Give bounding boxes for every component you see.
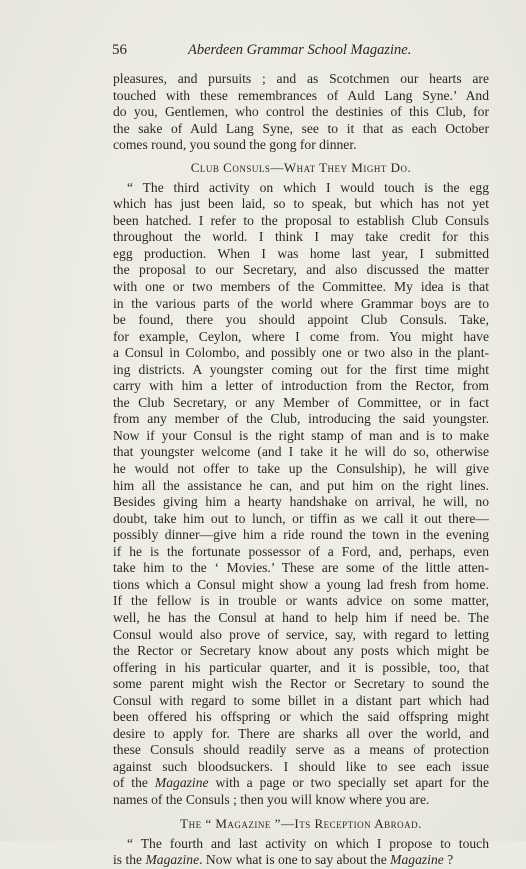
text-run: of the [113, 775, 155, 791]
text-line: been offered his offspring or which the said offspring might [113, 709, 489, 725]
text-line: be found, there you should appoint Club Consuls. Take, [113, 312, 489, 328]
text-line: “ The fourth and last activity on which I propose to touch [127, 835, 489, 851]
text-line: Consul would also prove of service, say, with regard to letting [113, 626, 489, 642]
text-line: throughout the world. I think I may take credit for this [113, 229, 489, 245]
italic-magazine: Magazine [145, 852, 200, 868]
section-heading-magazine-reception [113, 813, 489, 835]
running-title: Aberdeen Grammar School Magazine. [188, 42, 412, 58]
text-line: do you, Gentlemen, who control the destinies of this Club, for [113, 104, 489, 120]
text-line: the sake of Auld Lang Syne, see to it that as each October [113, 120, 489, 136]
text-line: been hatched. I refer to the proposal to establish Club Consuls [113, 212, 489, 228]
text-line: tions which a Consul might show a young lad fresh from home. [113, 576, 489, 592]
text-line: carry with him a letter of introduction from the Rector, from [113, 378, 489, 394]
text-line: that youngster welcome (and I take it he will do so, otherwise [113, 444, 489, 460]
text-line: these Consuls should readily serve as a means of protection [113, 742, 489, 758]
text-line: egg production. When I was home last year, I submitted [113, 245, 489, 261]
section-heading-text: Club Consuls—What They Might Do. [190, 159, 412, 175]
text-line: Consul with regard to some billet in a distant part which had [113, 692, 489, 708]
text-line: the proposal to our Secretary, and also discussed the matter [113, 262, 489, 278]
text-run: . Now what is one to say about the [199, 852, 391, 868]
paragraph-3 [113, 836, 489, 869]
text-line: if he is the fortunate possessor of a Ford, and, perhaps, even [113, 543, 489, 559]
text-line: some parent might wish the Rector or Secretary to sound the [113, 676, 489, 692]
text-line: Now if your Consul is the right stamp of man and is to make [113, 427, 489, 443]
text-line: pleasures, and pursuits ; and as Scotchmen our hearts are [113, 71, 489, 86]
italic-magazine: Magazine [390, 852, 444, 868]
text-line: which has just been laid, so to speak, but which has not yet [113, 196, 489, 212]
section-heading-club-consuls [113, 157, 489, 179]
text-line: a Consul in Colombo, and possibly one or two also in the plant- [113, 345, 489, 361]
text-line: from any member of the Club, introducing the said youngster. [113, 411, 489, 427]
page-header [112, 42, 418, 62]
text-line [113, 852, 489, 869]
italic-magazine: Magazine [154, 775, 209, 791]
text-line: “ The third activity on which I would touch is the egg [127, 179, 489, 195]
text-line: in the various parts of the world where Grammar boys are to [113, 295, 489, 311]
text-line: he would not offer to take up the Consulship), he will give [113, 461, 489, 477]
paragraph-1 [113, 71, 489, 154]
section-heading-text: The “ Magazine ”—Its Reception Abroad. [180, 815, 422, 831]
text-line: touched with these remembrances of Auld Lang Syne.’ And [113, 87, 489, 103]
text-line: names of the Consuls ; then you will know where you are. [113, 791, 430, 807]
text-line: him all the assistance he can, and put him on the right lines. [113, 477, 489, 493]
text-line: doubt, take him out to lunch, or tiffin as we call it out there— [113, 510, 489, 526]
text-run: with a page or two specially set apart for the [208, 775, 489, 791]
paragraph-2 [113, 180, 489, 809]
text-line: with one or two members of the Committee. My idea is that [113, 279, 489, 295]
text-line: possibly dinner—give him a ride round the town in the evening [113, 527, 489, 543]
body-text [113, 71, 489, 869]
text-line: comes round, you sound the gong for dinner. [113, 137, 357, 153]
text-line: the Club Secretary, or any Member of Committee, or in fact [113, 394, 489, 410]
text-line: Besides giving him a hearty handshake on arrival, he will, no [113, 494, 489, 510]
text-line: take him to the ‘ Movies.’ These are some of the little atten- [113, 560, 489, 576]
text-line: desire to apply for. There are sharks all over the world, and [113, 725, 489, 741]
text-run: is the [113, 852, 146, 868]
text-line [113, 775, 489, 792]
page-number: 56 [112, 42, 127, 58]
text-line: for example, Ceylon, where I come from. You might have [113, 328, 489, 344]
text-line: against such bloodsuckers. I should like to see each issue [113, 758, 489, 774]
text-line: If the fellow is in trouble or wants advice on some matter, [113, 593, 489, 609]
text-line: the Rector or Secretary know about any posts which might be [113, 643, 489, 659]
text-line: offering in his particular quarter, and it is possible, too, that [113, 659, 489, 675]
text-line: well, he has the Consul at hand to help him if need be. The [113, 609, 489, 625]
text-run: ? [443, 852, 454, 868]
text-line: ing districts. A youngster coming out for the first time might [113, 361, 489, 377]
